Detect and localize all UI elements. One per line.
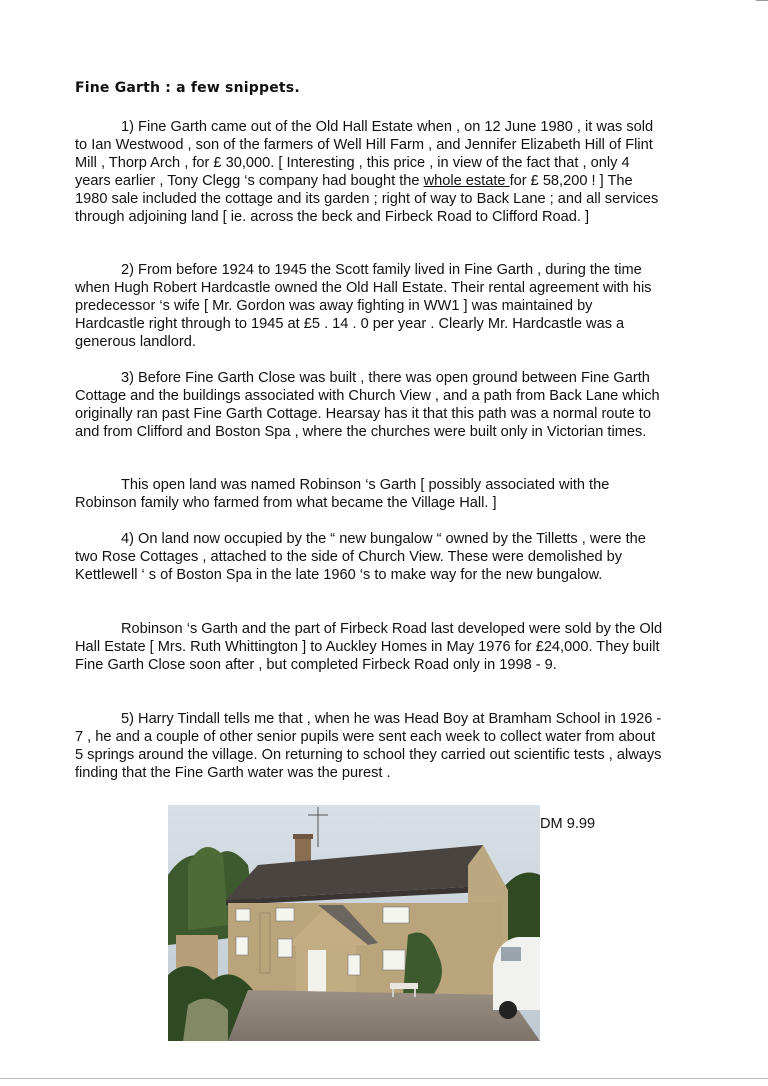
- paragraph-4b: Robinson ‘s Garth and the part of Firbeck Road last developed were sold by the Old Hall Estate [ Mrs. Ruth Whittington ] to Auckley Homes in May 1976 for £24,000. They built Fine Garth Close soon after , but completed Firbeck Road only in 1998 - 9.: [75, 621, 663, 673]
- paragraph-1-underlined: whole estate: [423, 173, 510, 189]
- paragraph-1-text: 1) Fine Garth came out of the Old Hall Estate when , on 12 June 1980 , it was sold to Ian Westwood , son of the farmers of Well Hill Farm , and Jennifer Elizabeth Hill of Flint Mill , Thorp Arch , for £ 30,000. [ Interesting , this price , in view of the fact that , only 4 years earlier , Tony Clegg ‘s company had bought the: [75, 119, 654, 189]
- paragraph-3: 3) Before Fine Garth Close was built , there was open ground between Fine Garth Cottage and the buildings associated with Church View , and a path from Back Lane which originally ran past Fine Garth Cottage. Hearsay has it that this path was a normal route to and from Clifford and Boston Spa , where the churches were built only in Victorian times.: [75, 370, 660, 440]
- paragraph-5: 5) Harry Tindall tells me that , when he was Head Boy at Bramham School in 1926 - 7 , he and a couple of other senior pupils were sent each week to collect water from about 5 springs around the village. On returning to school they carried out scientific tests , always finding that the Fine Garth water was the purest .: [75, 711, 662, 781]
- paragraph-1-text-end: for £ 58,200 ! ] The 1980 sale included the cottage and its garden ; right of way to Back Lane ; and all services through adjoining land [ ie. across the beck and Firbeck Road to Clifford Road. ]: [75, 173, 659, 225]
- scan-bottom-edge: [0, 1078, 768, 1079]
- paragraph-4: 4) On land now occupied by the “ new bungalow “ owned by the Tilletts , were the two Rose Cottages , attached to the side of Church View. These were demolished by Kettlewell ‘ s of Boston Spa in the late 1960 ‘s to make way for the new bungalow.: [75, 531, 646, 583]
- paragraph-3b: This open land was named Robinson ‘s Garth [ possibly associated with the Robinson family who farmed from what became the Village Hall. ]: [75, 477, 610, 511]
- cottage-photo: [168, 805, 540, 1041]
- paragraph-1: [75, 118, 665, 226]
- paragraph-2: 2) From before 1924 to 1945 the Scott family lived in Fine Garth , during the time when Hugh Robert Hardcastle owned the Old Hall Estate. Their rental agreement with his predecessor ‘s wife [ Mr. Gordon was away fighting in WW1 ] was maintained by Hardcastle right through to 1945 at £5 . 14 . 0 per year . Clearly Mr. Hardcastle was a generous landlord.: [75, 262, 652, 350]
- signoff-initials-date: DM 9.99: [540, 816, 596, 832]
- document-title: Fine Garth : a few snippets.: [75, 80, 300, 96]
- scan-corner-mark: [756, 0, 768, 1]
